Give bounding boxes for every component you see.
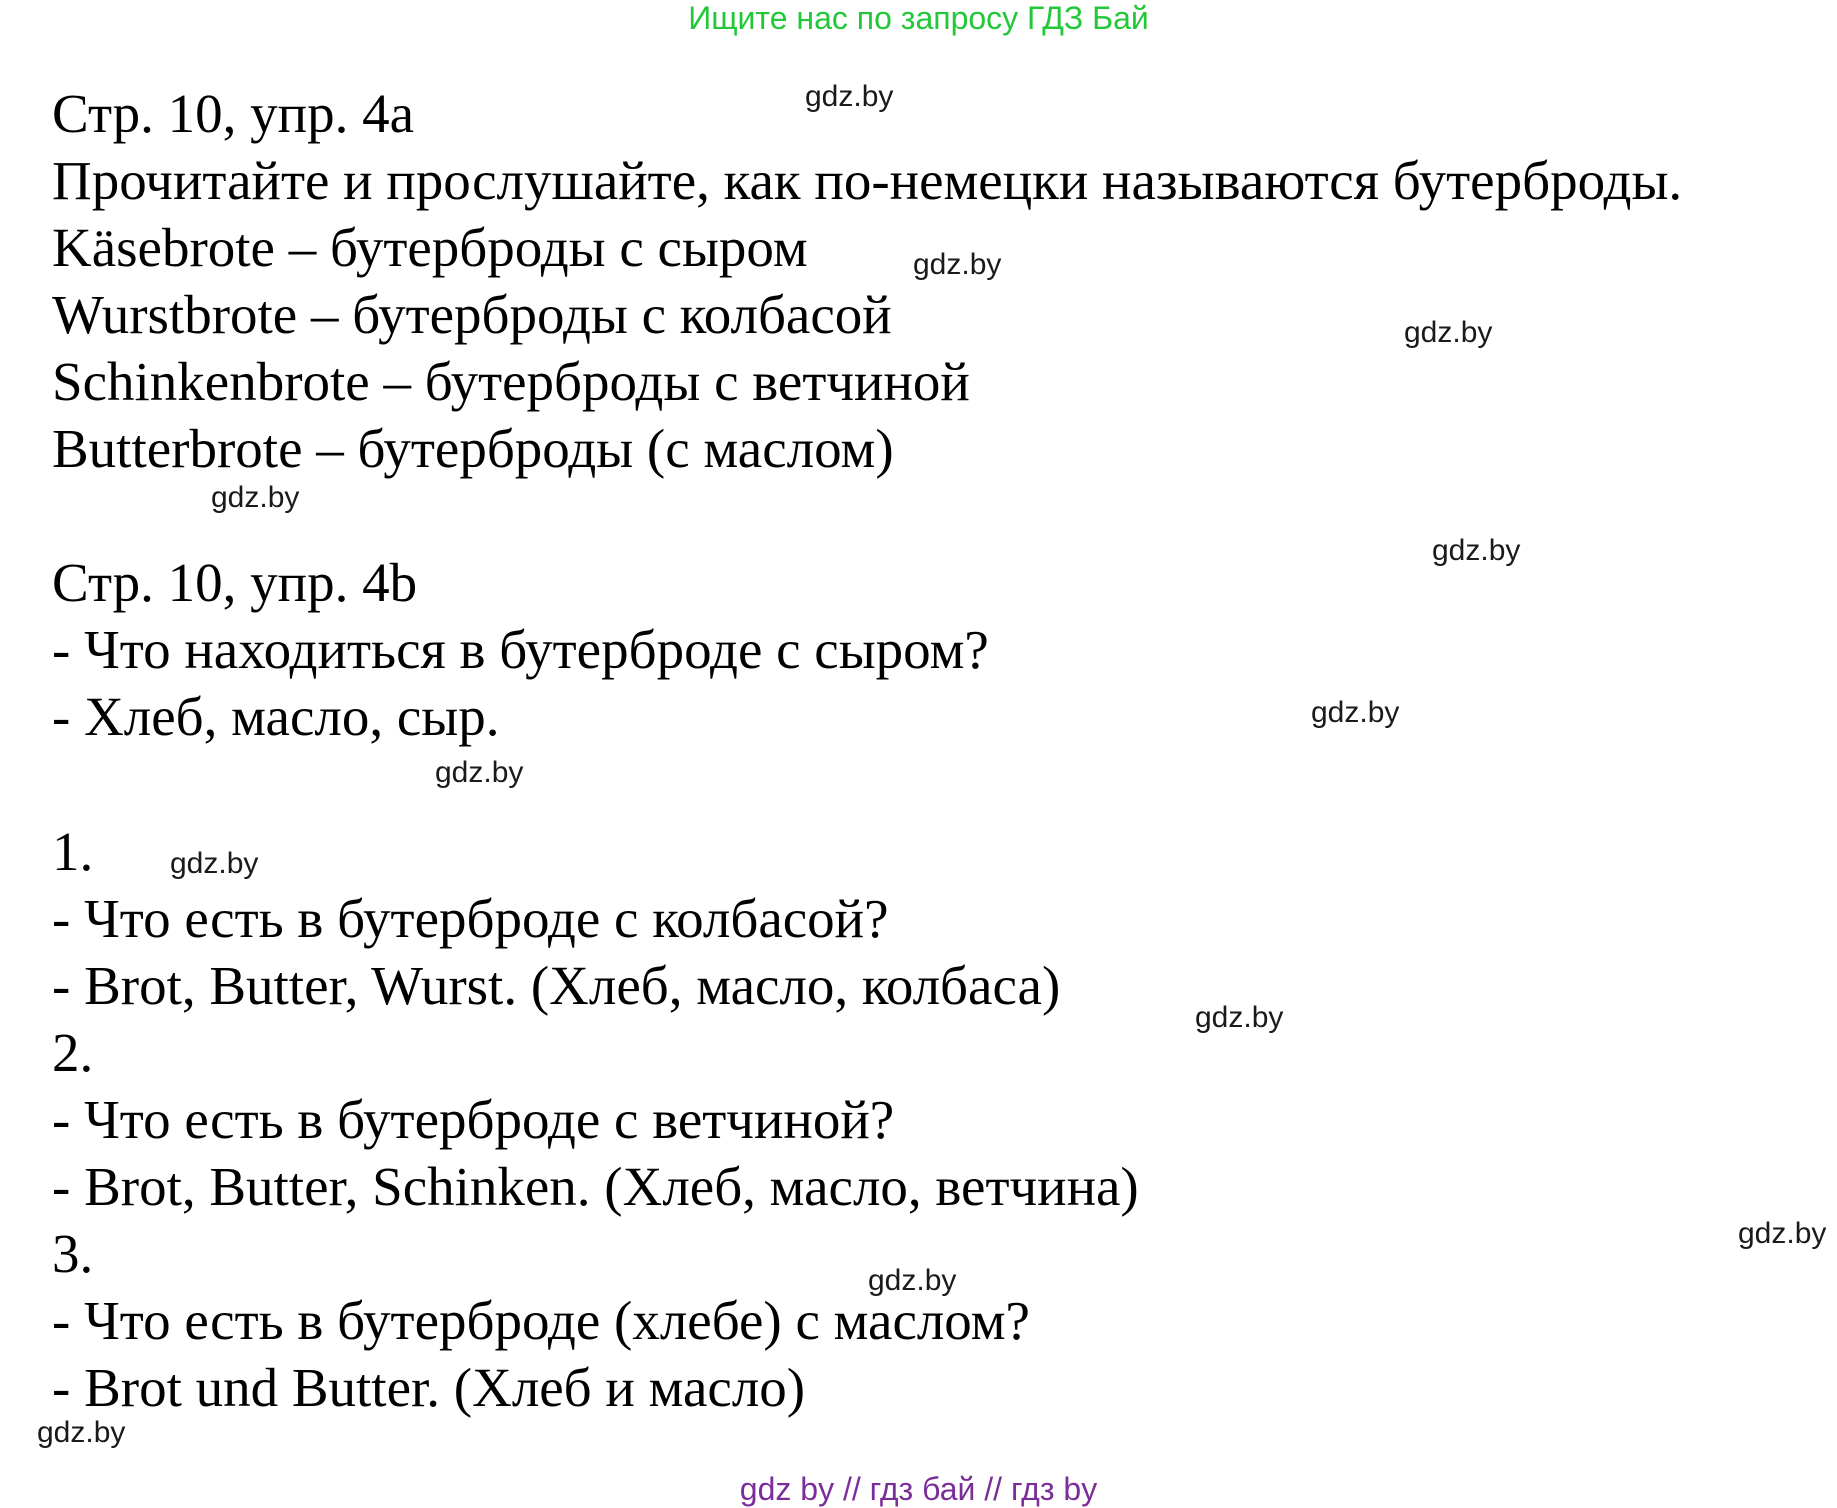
- exercise-4b-heading: Стр. 10, упр. 4b: [52, 552, 418, 613]
- exercise-4a-instruction: Прочитайте и прослушайте, как по-немецки называются бутерброды.: [52, 150, 1683, 211]
- watermark: gdz.by: [170, 847, 259, 880]
- watermark: gdz.by: [1195, 1001, 1284, 1034]
- watermark: gdz.by: [37, 1416, 126, 1449]
- item-number-2: 2.: [52, 1022, 94, 1083]
- watermark: gdz.by: [913, 248, 1002, 281]
- watermark: gdz.by: [1432, 534, 1521, 567]
- dialog-answer-sausage: - Brot, Butter, Wurst. (Хлеб, масло, колбаса): [52, 955, 1061, 1016]
- footer-links: gdz by // гдз бай // гдз by: [739, 1471, 1098, 1507]
- dialog-question-ham: - Что есть в бутерброде с ветчиной?: [52, 1089, 895, 1150]
- item-number-1: 1.: [52, 821, 94, 882]
- dialog-question-butter: - Что есть в бутерброде (хлебе) с маслом?: [52, 1290, 1030, 1351]
- watermark: gdz.by: [1404, 316, 1493, 349]
- dialog-question-cheese: - Что находиться в бутерброде с сыром?: [52, 619, 989, 680]
- exercise-4a-heading: Стр. 10, упр. 4a: [52, 83, 415, 144]
- vocab-line-wurstbrote: Wurstbrote – бутерброды с колбасой: [52, 284, 892, 345]
- watermark: gdz.by: [805, 80, 894, 113]
- vocab-line-kaesebrote: Käsebrote – бутерброды с сыром: [52, 217, 808, 278]
- watermark: gdz.by: [211, 481, 300, 514]
- watermark: gdz.by: [435, 756, 524, 789]
- watermark: gdz.by: [868, 1264, 957, 1297]
- vocab-line-schinkenbrote: Schinkenbrote – бутерброды с ветчиной: [52, 351, 970, 412]
- watermark: gdz.by: [1311, 696, 1400, 729]
- dialog-answer-butter: - Brot und Butter. (Хлеб и масло): [52, 1357, 806, 1418]
- dialog-question-sausage: - Что есть в бутерброде с колбасой?: [52, 888, 889, 949]
- top-banner: Ищите нас по запросу ГДЗ Бай: [688, 0, 1149, 36]
- item-number-3: 3.: [52, 1223, 94, 1284]
- dialog-answer-cheese: - Хлеб, масло, сыр.: [52, 686, 500, 747]
- vocab-line-butterbrote: Butterbrote – бутерброды (с маслом): [52, 418, 894, 479]
- watermark: gdz.by: [1738, 1217, 1827, 1250]
- dialog-answer-ham: - Brot, Butter, Schinken. (Хлеб, масло, ветчина): [52, 1156, 1139, 1217]
